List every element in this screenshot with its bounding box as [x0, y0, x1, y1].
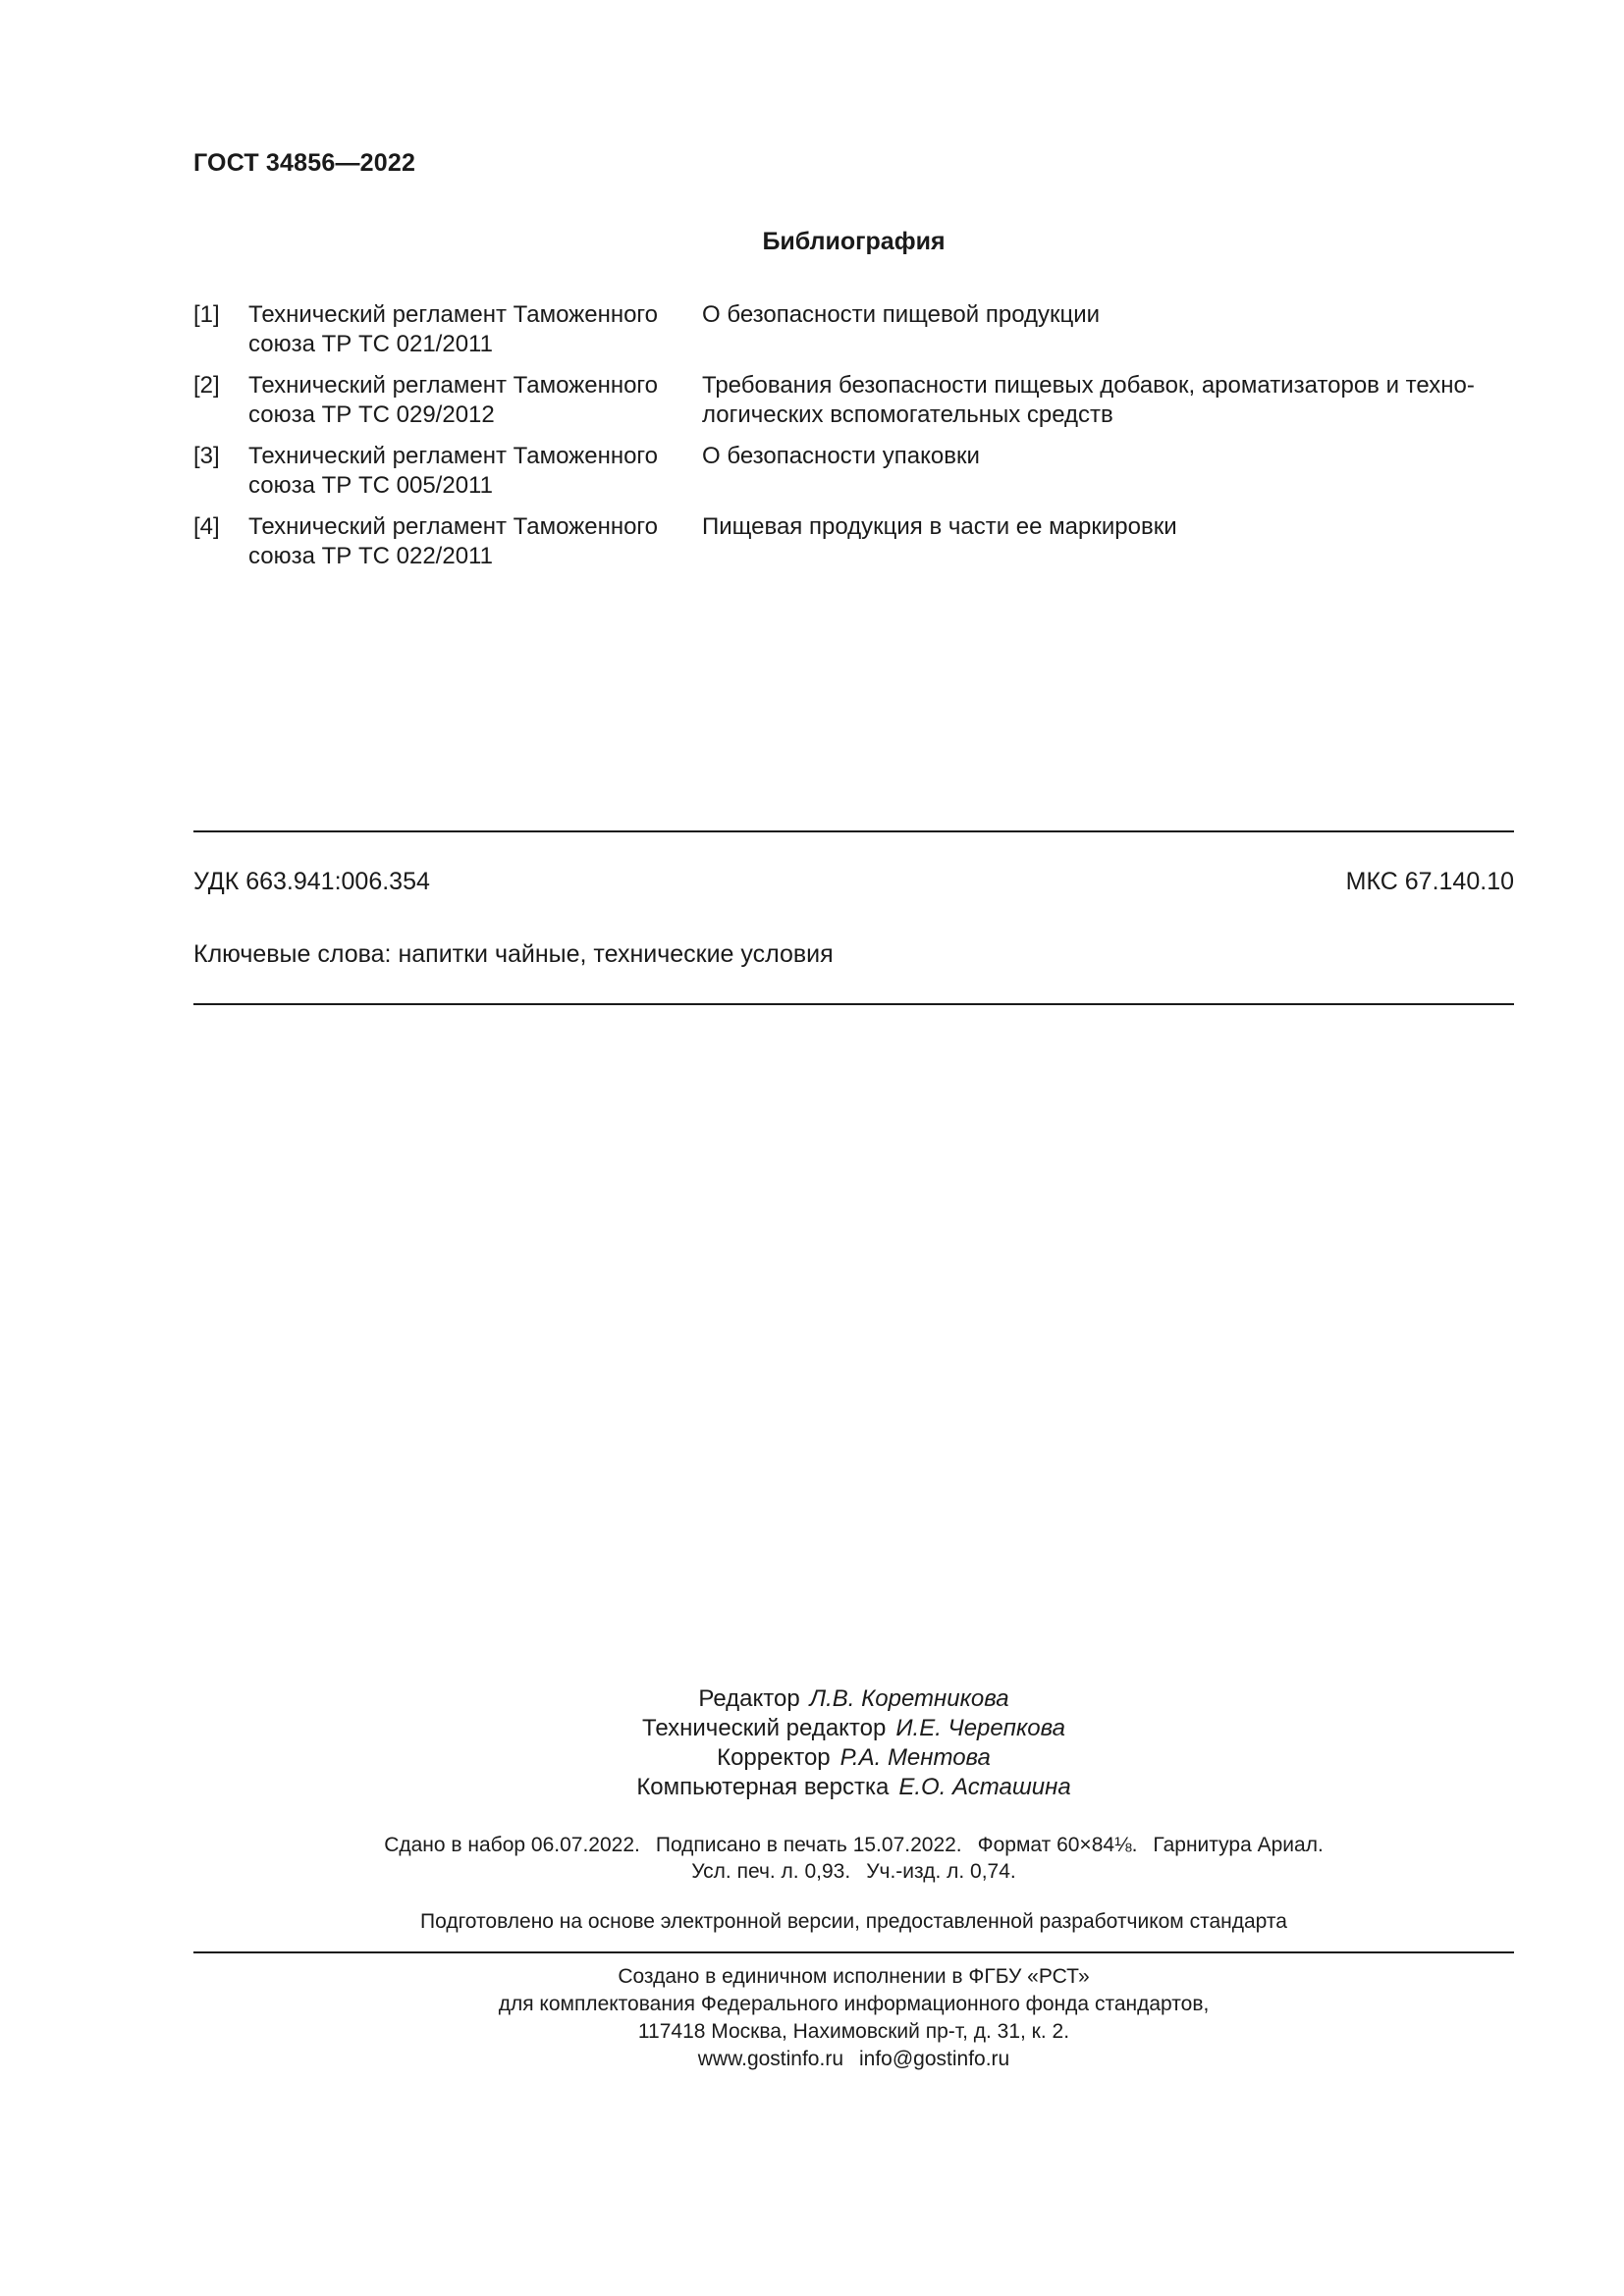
- bibliography-list: [193, 300, 1514, 583]
- bibliography-item-document: [248, 371, 702, 430]
- document-line: Технический регламент Таможенного: [248, 443, 658, 469]
- bibliography-item-document: [248, 300, 702, 359]
- paper-format: Формат 60×84⅛.: [977, 1834, 1138, 1856]
- credit-person: Е.О. Асташина: [898, 1774, 1071, 1800]
- bibliography-item-number: [4]: [193, 513, 220, 540]
- imprint-line: для комплектования Федерального информационного фонда стандартов,: [498, 1993, 1210, 2015]
- credit-role: Технический редактор: [642, 1715, 887, 1741]
- signed-date: Подписано в печать 15.07.2022.: [655, 1834, 962, 1856]
- credit-line: [193, 1714, 1514, 1743]
- print-info-line: [193, 1858, 1514, 1885]
- document-line: союза ТР ТС 029/2012: [248, 401, 495, 428]
- credit-line: [193, 1684, 1514, 1714]
- bibliography-item-title: [702, 442, 1514, 501]
- email-link[interactable]: info@gostinfo.ru: [859, 2048, 1010, 2070]
- bibliography-item: [193, 371, 1514, 430]
- title-line: логических вспомогательных средств: [702, 401, 1113, 428]
- bibliography-item: [193, 442, 1514, 501]
- divider-top: [193, 830, 1514, 832]
- title-line: Требования безопасности пищевых добавок, ароматизаторов и техно-: [702, 372, 1475, 399]
- document-line: союза ТР ТС 021/2011: [248, 331, 493, 357]
- bibliography-item-number: [2]: [193, 372, 220, 399]
- bibliography-item-number: [1]: [193, 301, 220, 328]
- credit-person: Л.В. Коретникова: [809, 1685, 1009, 1712]
- credit-role: Компьютерная верстка: [636, 1774, 890, 1800]
- bibliography-item: [193, 300, 1514, 359]
- website-link[interactable]: www.gostinfo.ru: [697, 2048, 843, 2070]
- printed-sheets: Усл. печ. л. 0,93.: [691, 1860, 851, 1883]
- bibliography-item: [193, 512, 1514, 571]
- typeface: Гарнитура Ариал.: [1153, 1834, 1324, 1856]
- print-info-line: [193, 1832, 1514, 1858]
- bibliography-item-number: [3]: [193, 443, 220, 469]
- imprint-block: [193, 1963, 1514, 2073]
- document-line: союза ТР ТС 022/2011: [248, 543, 493, 569]
- document-line: Технический регламент Таможенного: [248, 372, 658, 399]
- credit-person: Р.А. Ментова: [839, 1744, 991, 1771]
- bibliography-item-title: [702, 512, 1514, 571]
- publishing-sheets: Уч.-изд. л. 0,74.: [866, 1860, 1016, 1883]
- typeset-date: Сдано в набор 06.07.2022.: [384, 1834, 640, 1856]
- imprint-links: [193, 2046, 1514, 2073]
- bibliography-title: Библиография: [762, 228, 946, 255]
- credit-person: И.Е. Черепкова: [895, 1715, 1065, 1741]
- credit-role: Корректор: [717, 1744, 831, 1771]
- keywords: Ключевые слова: напитки чайные, технические условия: [193, 940, 834, 968]
- bibliography-item-title: [702, 300, 1514, 359]
- print-info: [193, 1832, 1514, 1885]
- divider-middle: [193, 1003, 1514, 1005]
- mks-code: МКС 67.140.10: [1345, 868, 1514, 895]
- udk-code: УДК 663.941:006.354: [193, 868, 430, 895]
- title-line: Пищевая продукция в части ее маркировки: [702, 513, 1177, 540]
- divider-bottom: [193, 1951, 1514, 1953]
- credit-line: [193, 1743, 1514, 1773]
- document-line: Технический регламент Таможенного: [248, 513, 658, 540]
- standard-code: ГОСТ 34856—2022: [193, 149, 416, 177]
- imprint-line: 117418 Москва, Нахимовский пр-т, д. 31, к. 2.: [637, 2020, 1070, 2043]
- title-line: О безопасности пищевой продукции: [702, 301, 1101, 328]
- prepared-note: Подготовлено на основе электронной версии, предоставленной разработчиком стандарта: [420, 1910, 1287, 1933]
- document-line: союза ТР ТС 005/2011: [248, 472, 493, 499]
- imprint-line: Создано в единичном исполнении в ФГБУ «РСТ»: [618, 1965, 1090, 1988]
- bibliography-item-document: [248, 512, 702, 571]
- credit-line: [193, 1773, 1514, 1802]
- bibliography-item-title: [702, 371, 1514, 430]
- credits-block: [193, 1684, 1514, 1802]
- title-line: О безопасности упаковки: [702, 443, 980, 469]
- bibliography-item-document: [248, 442, 702, 501]
- credit-role: Редактор: [698, 1685, 800, 1712]
- document-line: Технический регламент Таможенного: [248, 301, 658, 328]
